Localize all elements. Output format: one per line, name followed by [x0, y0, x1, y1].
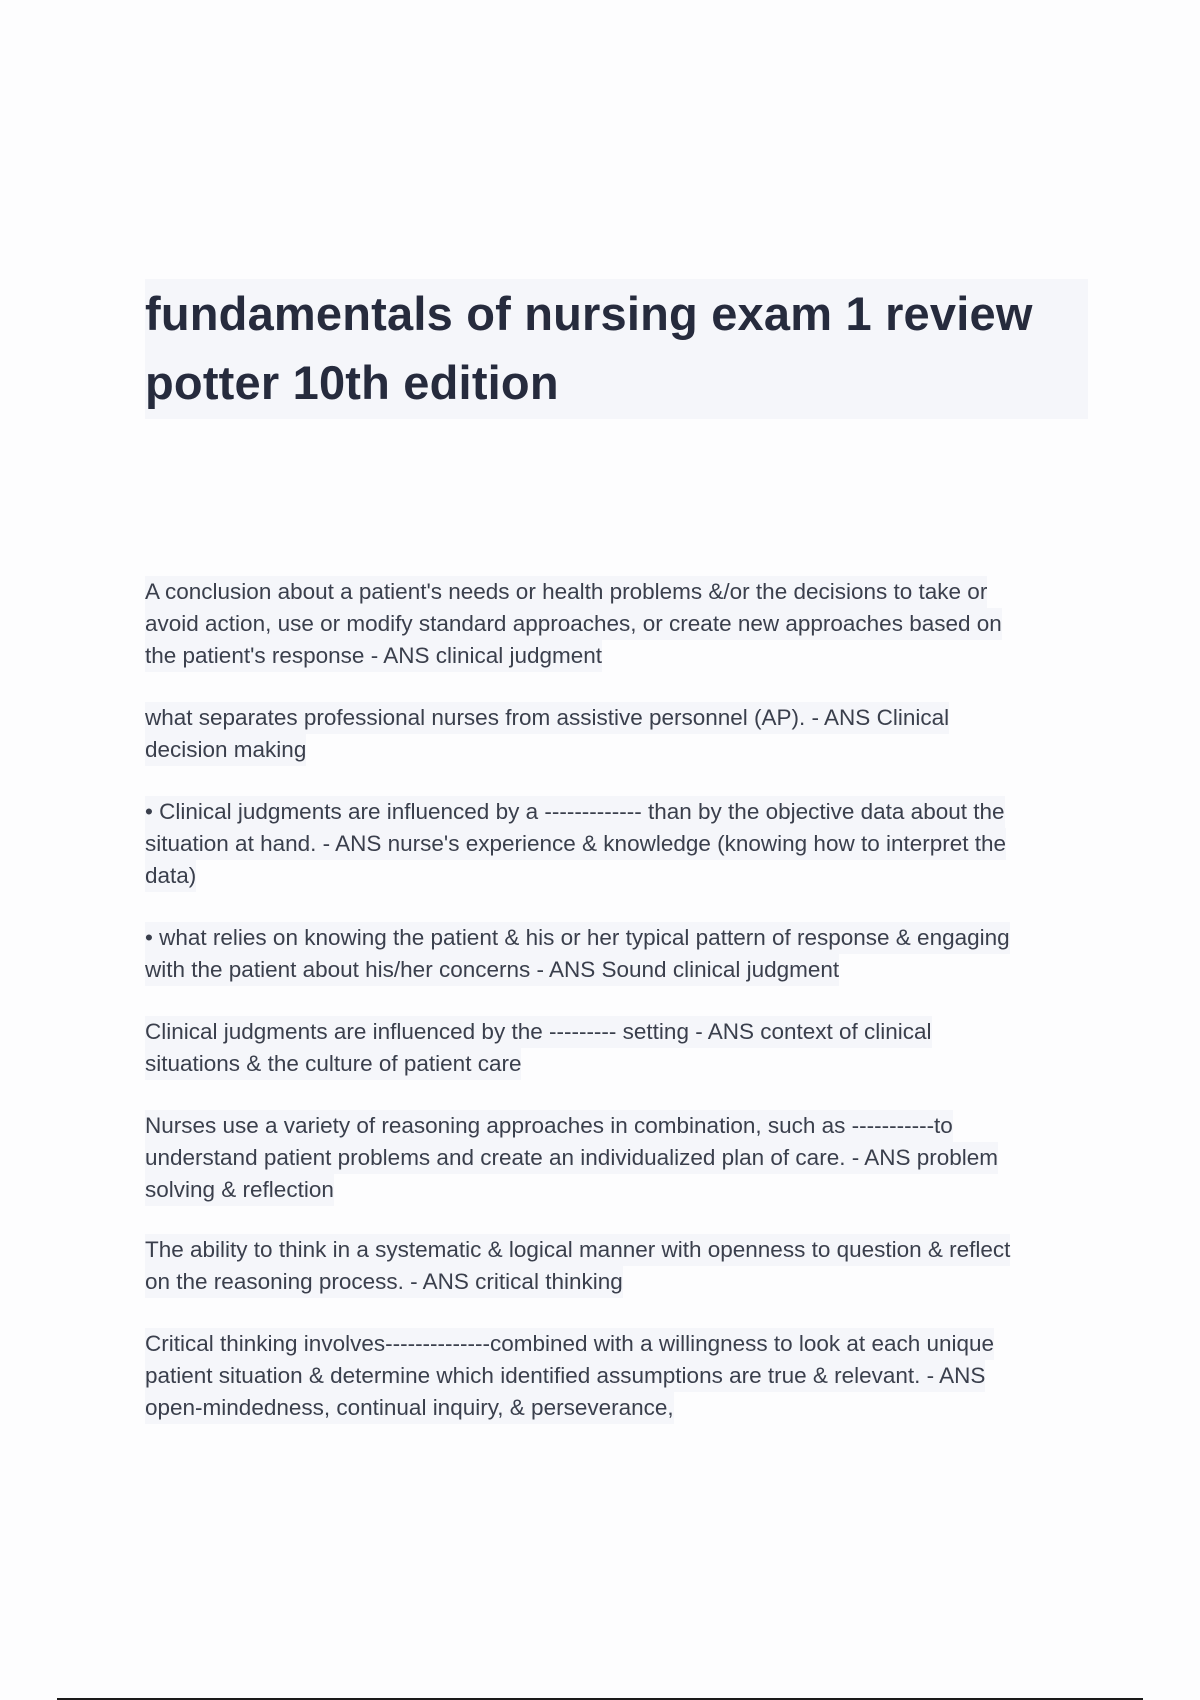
entry-line: understand patient problems and create an individualized plan of care. - ANS problem — [145, 1142, 998, 1174]
entry-line: decision making — [145, 734, 306, 766]
entry-line: Nurses use a variety of reasoning approaches in combination, such as -----------to — [145, 1110, 953, 1142]
entry-line: what separates professional nurses from assistive personnel (AP). - ANS Clinical — [145, 702, 949, 734]
entry-line: situation at hand. - ANS nurse's experience & knowledge (knowing how to interpret the — [145, 828, 1006, 860]
flashcard-entry — [145, 702, 1095, 766]
flashcard-entry — [145, 1016, 1095, 1080]
flashcard-entry — [145, 1110, 1095, 1206]
entry-line: Clinical judgments are influenced by the --------- setting - ANS context of clinical — [145, 1016, 932, 1048]
entry-line: open-mindedness, continual inquiry, & perseverance, — [145, 1392, 674, 1424]
entry-line: the patient's response - ANS clinical judgment — [145, 640, 602, 672]
entry-line: with the patient about his/her concerns - ANS Sound clinical judgment — [145, 954, 839, 986]
flashcard-list — [145, 576, 1095, 1454]
document-title — [145, 279, 1088, 419]
entry-line: data) — [145, 860, 196, 892]
entry-line: on the reasoning process. - ANS critical thinking — [145, 1266, 623, 1298]
entry-line: • Clinical judgments are influenced by a ------------- than by the objective data about the — [145, 796, 1005, 828]
entry-line: patient situation & determine which identified assumptions are true & relevant. - ANS — [145, 1360, 985, 1392]
flashcard-entry — [145, 922, 1095, 986]
entry-line: situations & the culture of patient care — [145, 1048, 521, 1080]
entry-line: Critical thinking involves--------------combined with a willingness to look at each unique — [145, 1328, 994, 1360]
flashcard-entry — [145, 576, 1095, 672]
title-line: potter 10th edition — [145, 356, 559, 409]
entry-line: avoid action, use or modify standard approaches, or create new approaches based on — [145, 608, 1002, 640]
entry-line: A conclusion about a patient's needs or health problems &/or the decisions to take or — [145, 576, 987, 608]
entry-line: solving & reflection — [145, 1174, 334, 1206]
flashcard-entry — [145, 1328, 1095, 1424]
entry-line: The ability to think in a systematic & logical manner with openness to question & reflect — [145, 1234, 1010, 1266]
entry-line: • what relies on knowing the patient & his or her typical pattern of response & engaging — [145, 922, 1010, 954]
flashcard-entry — [145, 1234, 1095, 1298]
flashcard-entry — [145, 796, 1095, 892]
title-line: fundamentals of nursing exam 1 review — [145, 287, 1033, 340]
